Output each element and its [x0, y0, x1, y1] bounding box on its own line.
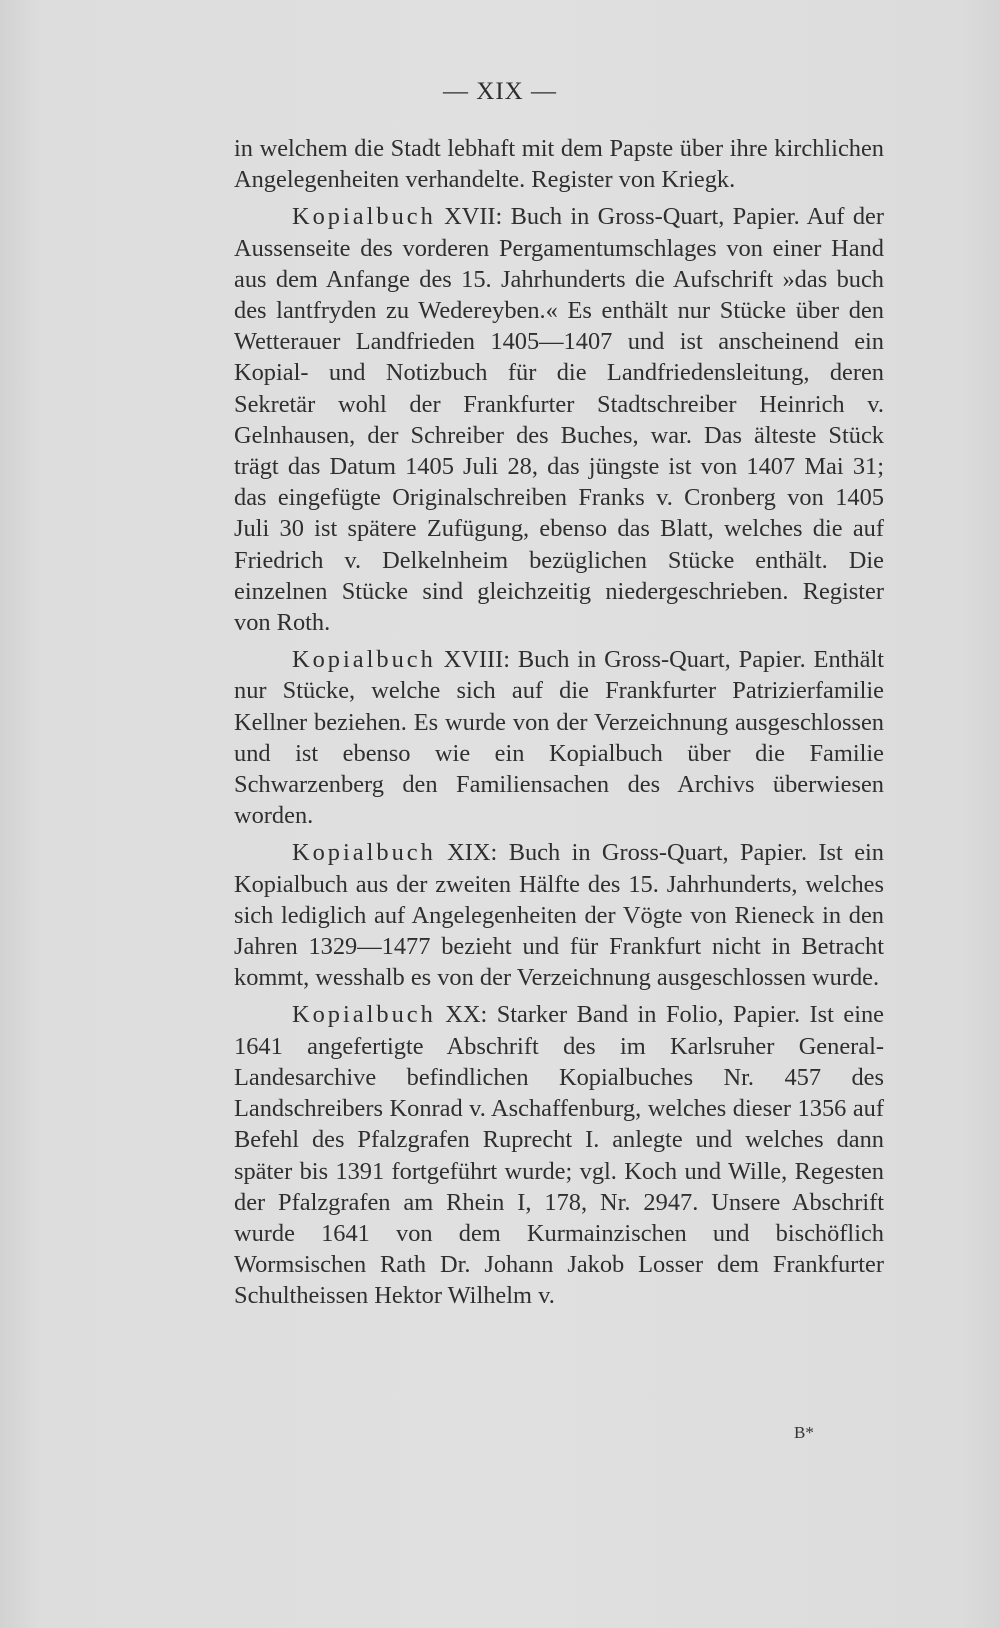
paragraph-5-lead: Kopialbuch [292, 1001, 436, 1029]
page-number: — XIX — [443, 78, 557, 105]
paragraph-kopialbuch-xvii [234, 201, 884, 638]
paragraph-1-text: in welchem die Stadt lebhaft mit dem Papste über ihre kirchlichen Angelegenheiten verhandelte. Register von Kriegk. [234, 135, 884, 194]
paragraph-4-text: XIX: Buch in Gross-Quart, Papier. Ist ein Kopialbuch aus der zweiten Hälfte des 15. Jahrhunderts, welches sich lediglich auf Angelegenheiten der Vögte von Rieneck in den Jahren 1329—1477 bezieht und für Frankfurt nicht in Betracht kommt, wesshalb es von der Verzeichnung ausgeschlossen wurde. [234, 839, 884, 992]
paragraph-1 [234, 133, 884, 195]
paragraph-4-lead: Kopialbuch [292, 839, 436, 867]
paragraph-kopialbuch-xviii [234, 644, 884, 831]
paragraph-5-text: XX: Starker Band in Folio, Papier. Ist eine 1641 angefertigte Abschrift des im Karlsruher General-Landesarchive befindlichen Kopialbuches Nr. 457 des Landschreibers Konrad v. Aschaffenburg, welches dieser 1356 auf Befehl des Pfalzgrafen Ruprecht I. anlegte und welches dann später bis 1391 fortgeführt wurde; vgl. Koch und Wille, Regesten der Pfalzgrafen am Rhein I, 178, Nr. 2947. Unsere Abschrift wurde 1641 von dem Kurmainzischen und bischöflich Wormsischen Rath Dr. Johann Jakob Losser dem Frankfurter Schultheissen Hektor Wilhelm v. [234, 1001, 884, 1310]
paragraph-2-lead: Kopialbuch [292, 203, 436, 231]
paragraph-3-text: XVIII: Buch in Gross-Quart, Papier. Enthält nur Stücke, welche sich auf die Frankfurter Patrizierfamilie Kellner beziehen. Es wurde von der Verzeichnung ausgeschlossen und ist ebenso wie ein Kopialbuch über die Familie Schwarzenberg den Familiensachen des Archivs überwiesen worden. [234, 646, 884, 830]
body-text [234, 133, 884, 1312]
paragraph-2-text: XVII: Buch in Gross-Quart, Papier. Auf der Aussenseite des vorderen Pergamentumschlages von einer Hand aus dem Anfange des 15. Jahrhunderts die Aufschrift »das buch des lantfryden zu Wedereyben.« Es enthält nur Stücke über den Wetterauer Landfrieden 1405—1407 und ist anscheinend ein Kopial- und Notizbuch für die Landfriedensleitung, deren Sekretär wohl der Frankfurter Stadtschreiber Heinrich v. Gelnhausen, der Schreiber des Buches, war. Das älteste Stück trägt das Datum 1405 Juli 28, das jüngste ist von 1407 Mai 31; das eingefügte Originalschreiben Franks v. Cronberg von 1405 Juli 30 ist spätere Zufügung, ebenso das Blatt, welches die auf Friedrich v. Delkelnheim bezüglichen Stücke enthält. Die einzelnen Stücke sind gleichzeitig niedergeschrieben. Register von Roth. [234, 203, 884, 637]
paragraph-3-lead: Kopialbuch [292, 646, 436, 674]
paragraph-kopialbuch-xix [234, 837, 884, 993]
paragraph-kopialbuch-xx [234, 999, 884, 1311]
printer-signature-mark: B* [794, 1423, 814, 1442]
